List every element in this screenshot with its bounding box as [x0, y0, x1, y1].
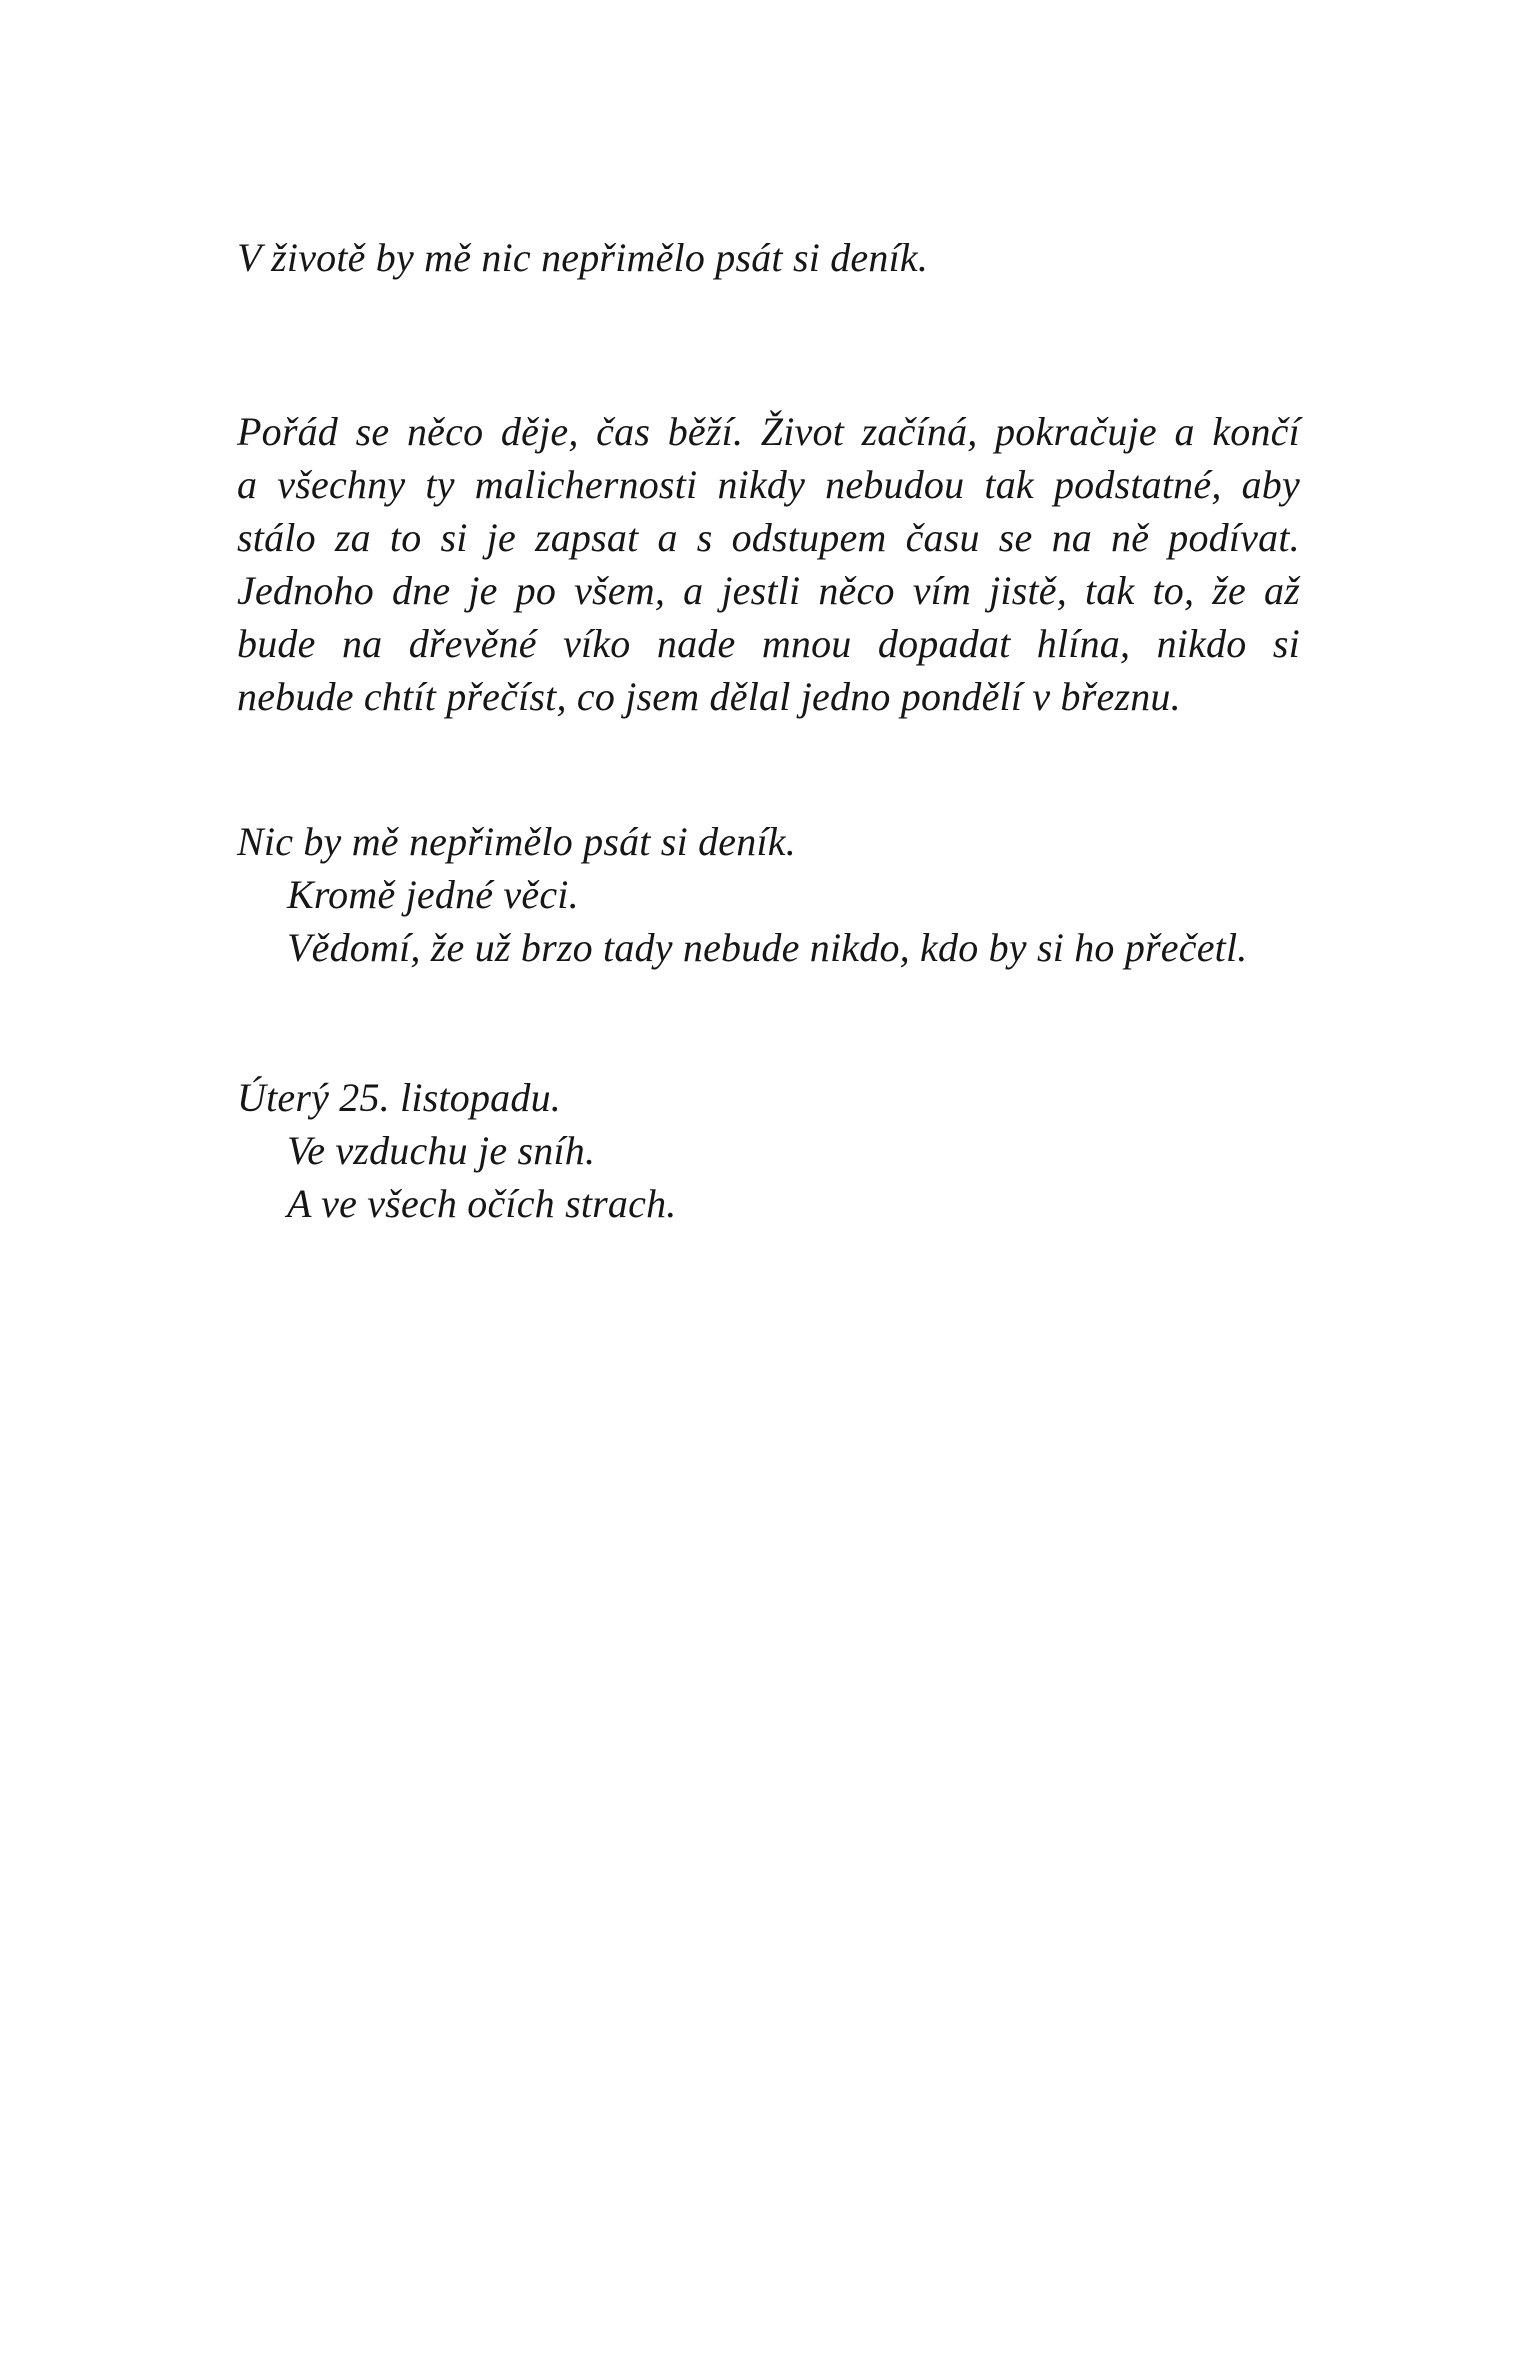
- body-paragraph-line-1: Pořád se něco děje, čas běží. Život začíná, pokračuje a končí: [237, 409, 1300, 454]
- body-paragraph-line-5: bude na dřevěné víko nade mnou dopadat hlína, nikdo si: [237, 621, 1300, 666]
- diary-entry-line-3: A ve všech očích strach.: [287, 1181, 677, 1226]
- body-paragraph-line-3: stálo za to si je zapsat a s odstupem času se na ně podívat.: [237, 515, 1300, 560]
- body-paragraph-line-6: nebude chtít přečíst, co jsem dělal jedno pondělí v březnu.: [237, 674, 1181, 719]
- diary-entry-line-2: Ve vzduchu je sníh.: [287, 1128, 596, 1173]
- body-paragraph-line-4: Jednoho dne je po všem, a jestli něco vím jistě, tak to, že až: [237, 568, 1300, 613]
- diary-entry-date-line: Úterý 25. listopadu.: [237, 1075, 561, 1120]
- reflection-line-1: Nic by mě nepřimělo psát si deník.: [237, 819, 796, 864]
- reflection-line-3: Vědomí, že už brzo tady nebude nikdo, kdo by si ho přečetl.: [287, 925, 1248, 970]
- text-column: [237, 0, 1300, 2362]
- reflection-line-2: Kromě jedné věci.: [287, 872, 579, 917]
- opening-line: V životě by mě nic nepřimělo psát si deník.: [237, 235, 929, 280]
- body-paragraph-line-2: a všechny ty malichernosti nikdy nebudou tak podstatné, aby: [237, 462, 1300, 507]
